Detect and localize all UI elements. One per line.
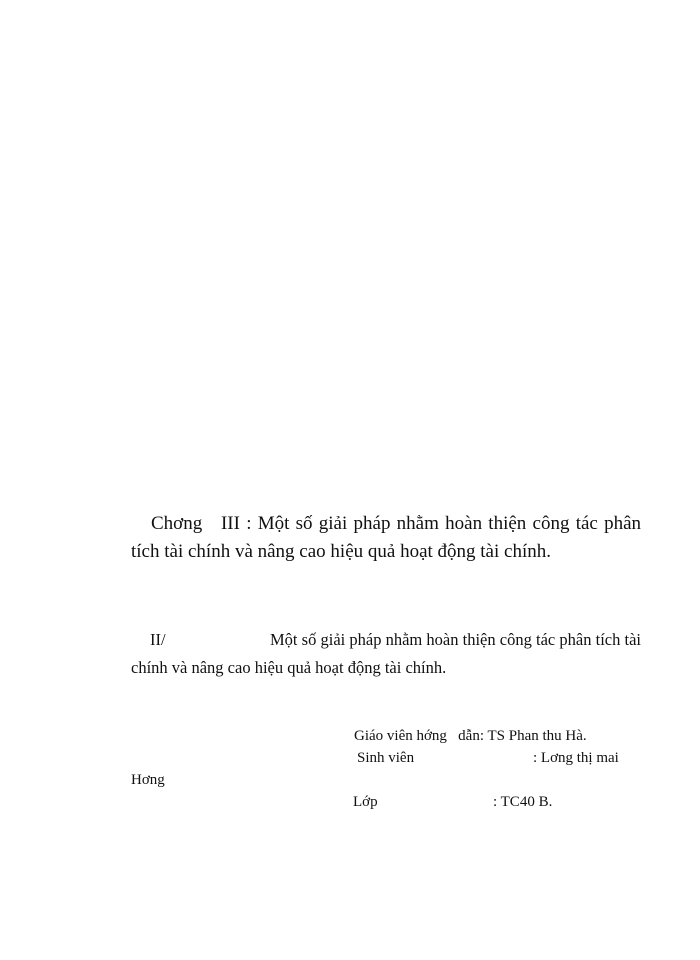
section-title: Một số giải pháp nhằm hoàn thiện công tác phân tích tài chính và nâng cao hiệu quả hoạt động tài chính. — [131, 630, 641, 677]
advisor-value: TS Phan thu Hà. — [487, 728, 587, 744]
student-value: : Lơng thị mai — [533, 750, 619, 766]
chapter-title: Một số giải pháp nhằm hoàn thiện công tác phân tích tài chính và nâng cao hiệu quả hoạt động tài chính. — [131, 513, 642, 562]
advisor-sep: dẫn: — [458, 728, 484, 744]
chapter-number: III : — [220, 513, 252, 534]
chapter-label: Chơng — [151, 513, 203, 534]
student-label: Sinh viên — [357, 750, 415, 766]
section-number: II/ — [150, 630, 166, 649]
student-value-continued: Hơng — [131, 772, 165, 788]
class-value: : TC40 B. — [493, 794, 553, 810]
chapter-heading — [131, 510, 641, 566]
section-heading — [131, 626, 641, 682]
advisor-label: Giáo viên hớng — [354, 728, 447, 744]
class-label: Lớp — [353, 794, 378, 810]
advisor-line — [354, 726, 587, 746]
